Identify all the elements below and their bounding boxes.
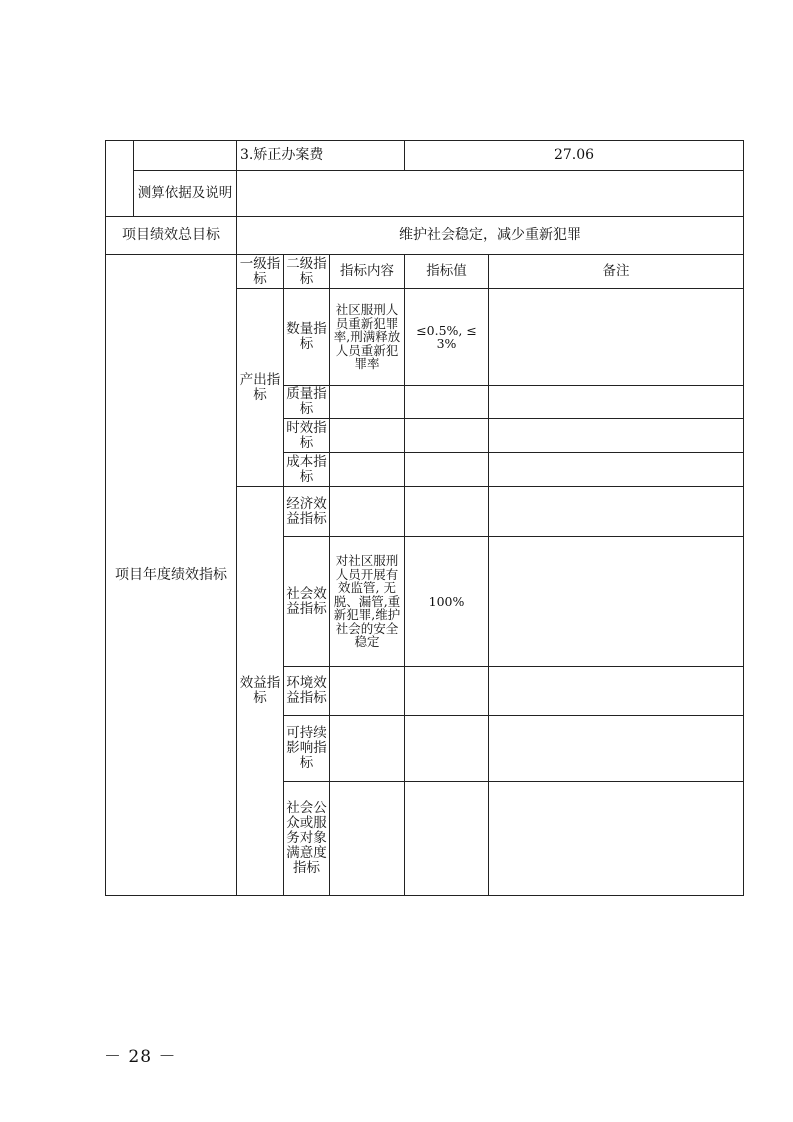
satisfaction-indicator-cell: 社会公众或服务对象满意度指标 <box>284 781 330 895</box>
quantity-indicator-cell: 数量指标 <box>284 289 330 386</box>
economic-indicator-cell: 经济效益指标 <box>284 487 330 537</box>
blank-cell <box>405 487 489 537</box>
blank-cell <box>330 666 405 715</box>
blank-cell <box>134 141 237 171</box>
remark-cell <box>489 386 744 419</box>
table-row <box>106 255 744 289</box>
page-number: － 28 － <box>104 1047 177 1067</box>
time-indicator-cell: 时效指标 <box>284 419 330 453</box>
quantity-value-cell: ≤0.5%, ≤ 3% <box>405 289 489 386</box>
blank-cell <box>106 141 134 217</box>
environment-indicator-cell: 环境效益指标 <box>284 666 330 715</box>
social-value-cell: 100% <box>405 537 489 666</box>
table-row <box>106 171 744 217</box>
annual-label-cell: 项目年度绩效指标 <box>106 255 237 896</box>
blank-cell <box>330 715 405 781</box>
table-row <box>106 141 744 171</box>
fee-value-cell: 27.06 <box>405 141 744 171</box>
blank-cell <box>330 781 405 895</box>
sustainable-indicator-cell: 可持续影响指标 <box>284 715 330 781</box>
performance-table <box>105 140 744 896</box>
cost-indicator-cell: 成本指标 <box>284 453 330 487</box>
remark-cell <box>489 487 744 537</box>
header-content: 指标内容 <box>330 255 405 289</box>
blank-cell <box>405 453 489 487</box>
header-value: 指标值 <box>405 255 489 289</box>
remark-cell <box>489 289 744 386</box>
goal-label-cell: 项目绩效总目标 <box>106 217 237 255</box>
social-indicator-cell: 社会效益指标 <box>284 537 330 666</box>
table-row <box>106 217 744 255</box>
blank-cell <box>330 453 405 487</box>
fee-item-cell: 3.矫正办案费 <box>237 141 405 171</box>
remark-cell <box>489 419 744 453</box>
remark-cell <box>489 715 744 781</box>
header-level2: 二级指标 <box>284 255 330 289</box>
blank-cell <box>405 715 489 781</box>
blank-cell <box>405 666 489 715</box>
blank-cell <box>405 781 489 895</box>
blank-cell <box>330 487 405 537</box>
basis-label-cell: 测算依据及说明 <box>134 171 237 217</box>
basis-value-cell <box>237 171 744 217</box>
blank-cell <box>330 419 405 453</box>
output-indicator-cell: 产出指标 <box>237 289 284 487</box>
quality-indicator-cell: 质量指标 <box>284 386 330 419</box>
header-level1: 一级指标 <box>237 255 284 289</box>
blank-cell <box>405 386 489 419</box>
social-content-cell: 对社区服刑人员开展有效监管, 无脱、漏管,重新犯罪,维护社会的安全稳定 <box>330 537 405 666</box>
remark-cell <box>489 453 744 487</box>
goal-value-cell: 维护社会稳定，减少重新犯罪 <box>237 217 744 255</box>
remark-cell <box>489 537 744 666</box>
quantity-content-cell: 社区服刑人员重新犯罪率,刑满释放人员重新犯罪率 <box>330 289 405 386</box>
header-remark: 备注 <box>489 255 744 289</box>
benefit-indicator-cell: 效益指标 <box>237 487 284 896</box>
blank-cell <box>330 386 405 419</box>
remark-cell <box>489 781 744 895</box>
blank-cell <box>405 419 489 453</box>
remark-cell <box>489 666 744 715</box>
